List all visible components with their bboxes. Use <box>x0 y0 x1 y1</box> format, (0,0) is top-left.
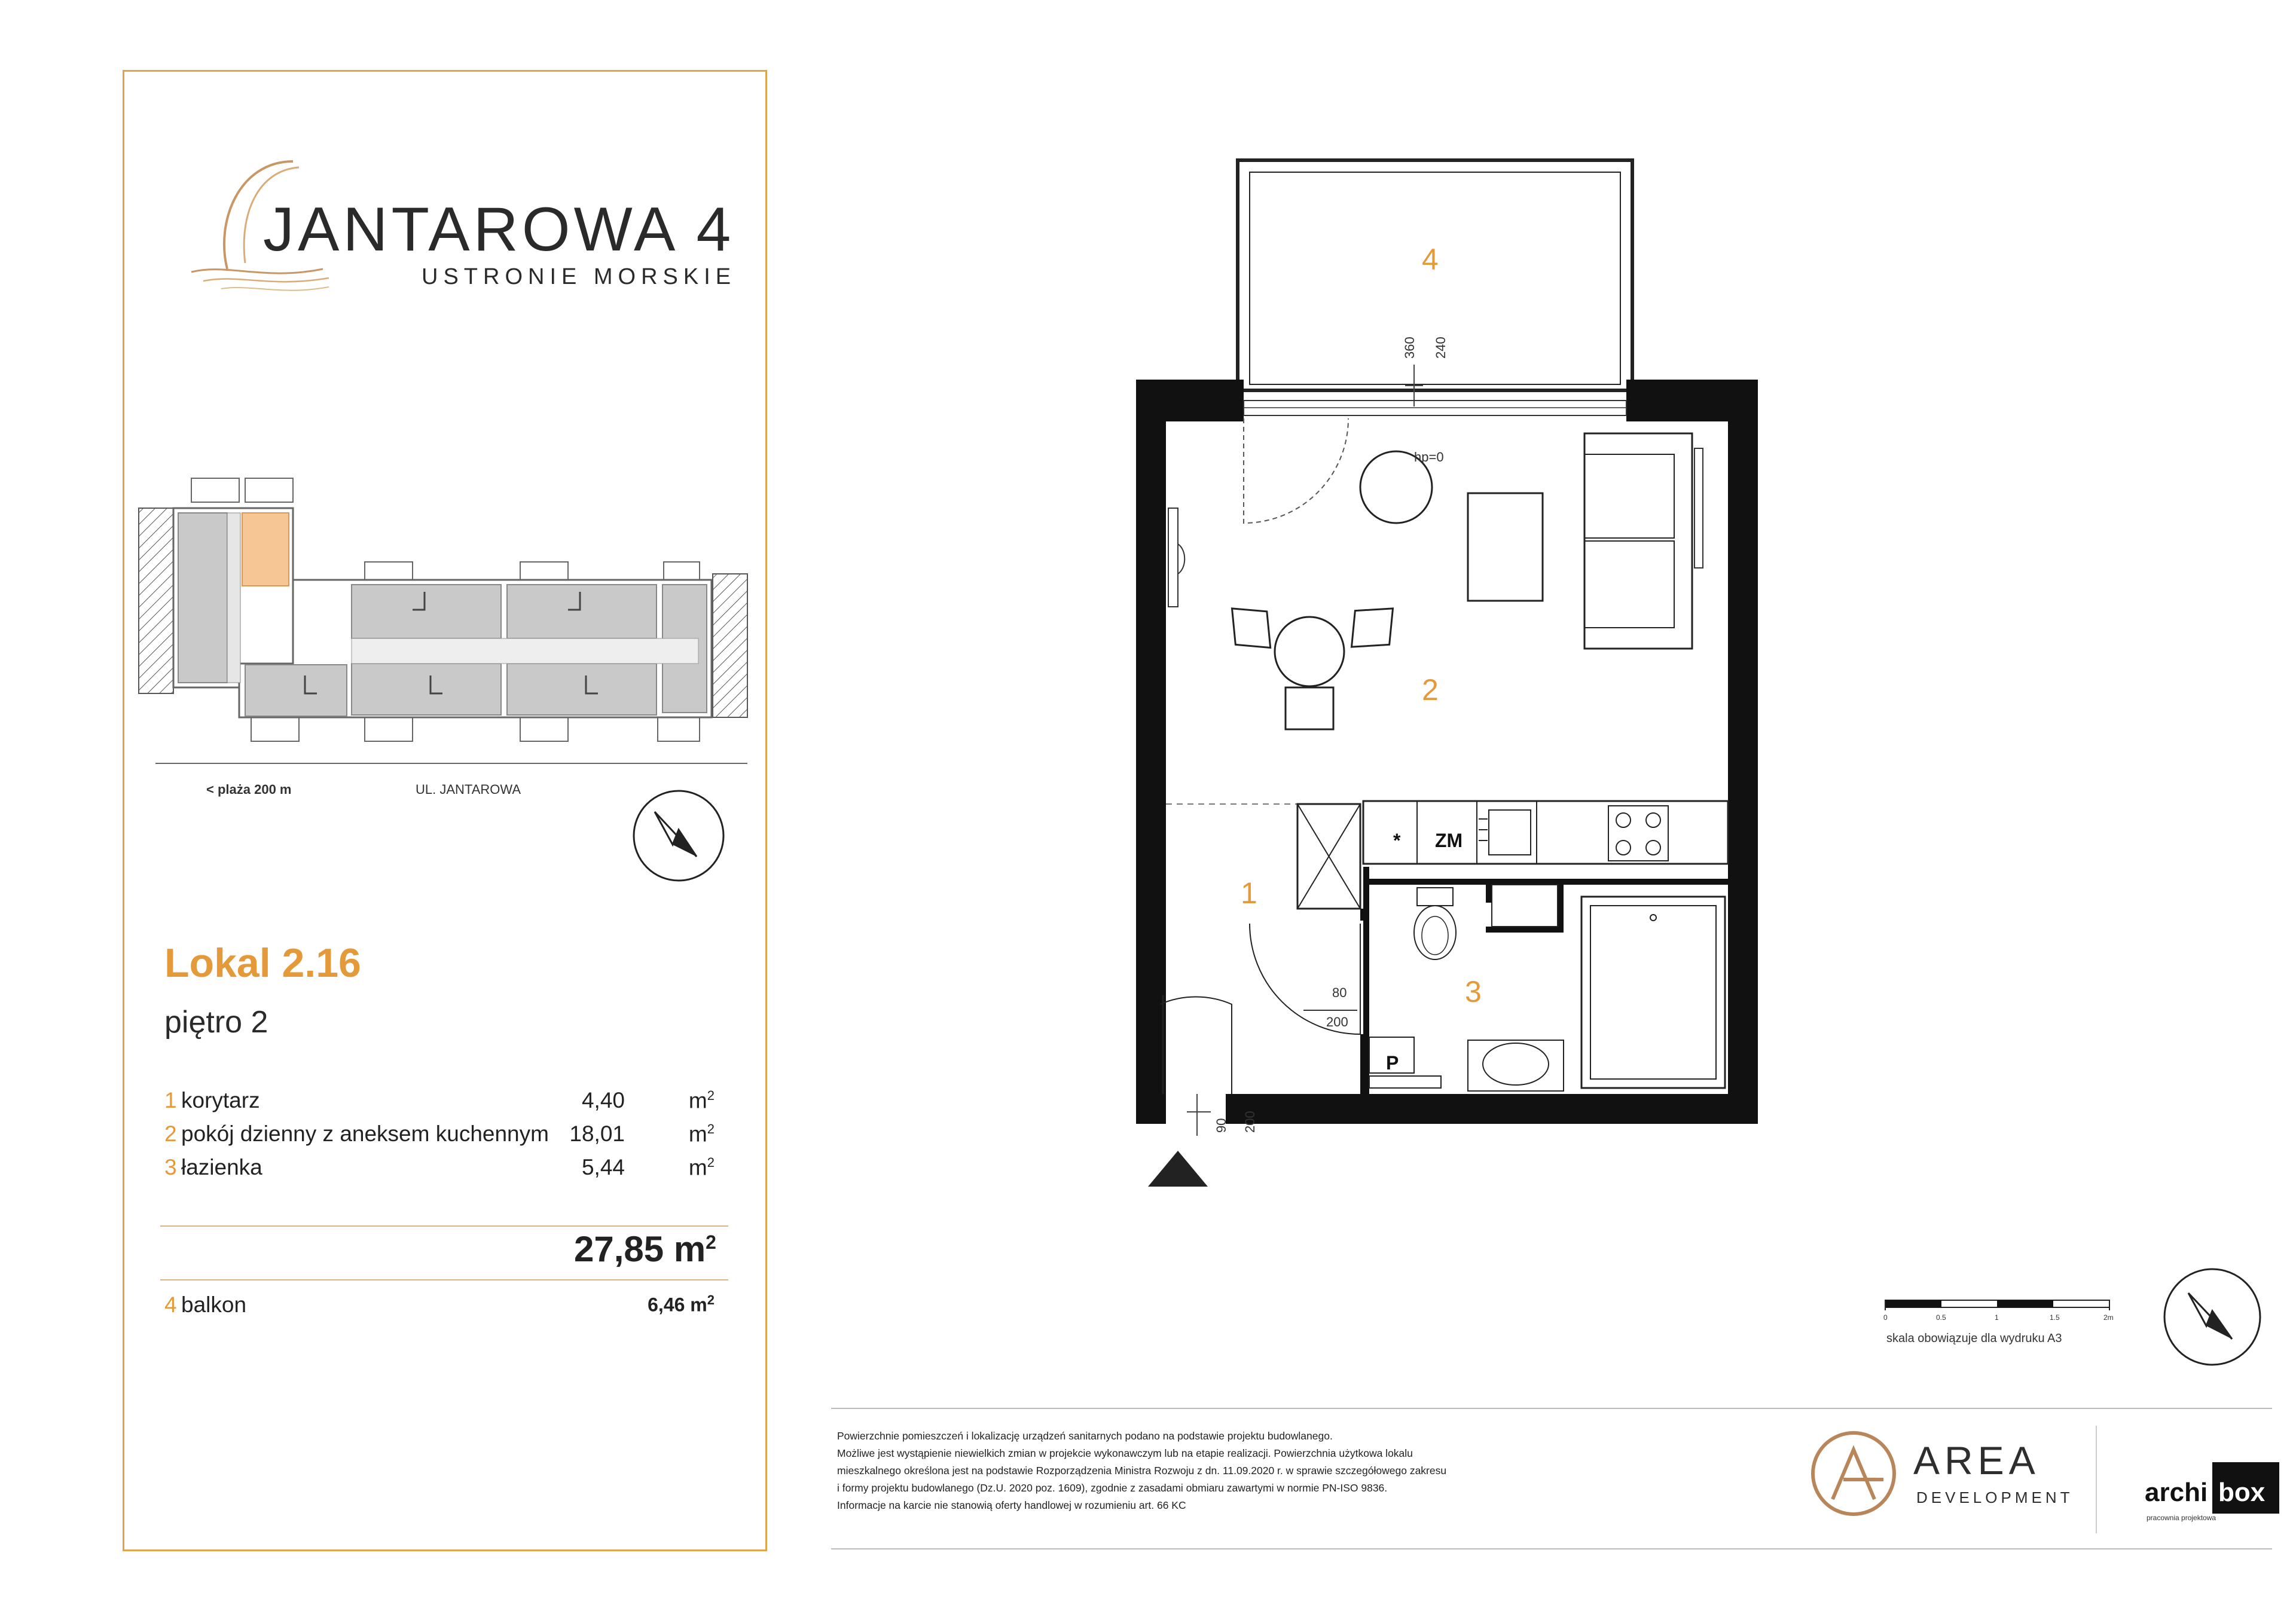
north-arrow-icon <box>631 788 726 884</box>
area-development-logo-icon <box>1809 1429 1898 1518</box>
brand-subtitle: USTRONIE MORSKIE <box>422 264 737 289</box>
beach-distance-label: < plaża 200 m <box>206 782 292 797</box>
room-name: pokój dzienny z aneksem kuchennym <box>181 1121 549 1146</box>
divider <box>160 1279 728 1280</box>
fixture-washer: P <box>1386 1052 1399 1074</box>
unit-title: Lokal 2.16 <box>164 940 361 986</box>
highlighted-unit <box>242 513 289 586</box>
room-area: 5,44 <box>581 1155 625 1179</box>
room-number: 1 <box>164 1088 177 1112</box>
dim-label: 80 <box>1332 985 1347 1000</box>
architect-name-b: box <box>2218 1478 2266 1507</box>
site-plan <box>132 472 753 765</box>
room-row <box>164 1121 732 1153</box>
room-unit: $m^2$ <box>688 1121 715 1147</box>
room-name: korytarz <box>181 1088 260 1112</box>
room-area: 4,40 <box>581 1088 625 1112</box>
room-row <box>164 1155 732 1186</box>
divider <box>2096 1426 2097 1533</box>
dim-label: 240 <box>1433 337 1448 359</box>
architect-name-a: archi <box>2145 1478 2208 1507</box>
threshold-label: hp=0 <box>1414 450 1444 464</box>
balcony-row <box>164 1292 732 1324</box>
divider <box>160 1225 728 1227</box>
fixture-boiler: ZM <box>1435 830 1463 851</box>
scale-tick: 2m <box>2103 1313 2114 1322</box>
scale-tick: 0.5 <box>1936 1313 1946 1322</box>
disclaimer: Powierzchnie pomieszczeń i lokalizację urządzeń sanitarnych podano na podstawie projektu budowlanego. Możliwe jest wystąpienie niewielkich zmian w projekcie wykonawczym lub na etapie realizacji. Powierzchnia użytkowa lokalu mieszkalnego określona jest na podstawie Rozporządzenia Ministra Rozwoju z dn. 11.09.2020 r. w sprawie szczegółowego zakresu i formy projektu budowlanego (Dz.U. 2020 poz. 1609), zgodnie z zasadami obmiaru zawartymi w normie PN-ISO 9836. Informacje na karcie nie stanowią oferty handlowej w rozumieniu art. 66 KC <box>837 1430 1447 1511</box>
floor-label: piętro 2 <box>164 1005 268 1040</box>
room-unit: $m^2$ <box>688 1088 715 1113</box>
total-area: 27,85 $m^2$ <box>574 1229 716 1269</box>
dim-label: 90 <box>1214 1118 1229 1133</box>
room-label-bathroom: 3 <box>1465 975 1482 1008</box>
room-label-balcony: 4 <box>1422 243 1439 276</box>
room-number: 2 <box>164 1121 177 1146</box>
north-arrow-icon <box>2161 1266 2263 1368</box>
balcony-area: 6,46 $m^2$ <box>648 1292 715 1316</box>
room-number: 4 <box>164 1292 177 1317</box>
room-name: balkon <box>181 1292 247 1317</box>
room-number: 3 <box>164 1155 177 1179</box>
fixture-star: * <box>1393 830 1401 851</box>
scale-bar <box>1883 1297 2123 1321</box>
floor-plan <box>1130 155 1782 1208</box>
room-row <box>164 1088 732 1119</box>
dim-label: 360 <box>1402 337 1417 359</box>
scale-note: skala obowiązuje dla wydruku A3 <box>1886 1332 2062 1345</box>
room-unit: $m^2$ <box>688 1155 715 1180</box>
dim-label: 200 <box>1326 1014 1348 1029</box>
developer-sub: DEVELOPMENT <box>1916 1488 2074 1506</box>
brand-title: JANTAROWA 4 <box>263 195 735 264</box>
dim-label: 200 <box>1242 1111 1257 1133</box>
architect-sub: pracownia projektowa <box>2147 1514 2216 1522</box>
developer-name: AREA <box>1913 1438 2040 1483</box>
divider <box>831 1548 2272 1549</box>
scale-tick: 1.5 <box>2050 1313 2060 1322</box>
scale-tick: 1 <box>1995 1313 1999 1322</box>
room-label-living: 2 <box>1422 673 1439 707</box>
room-name: łazienka <box>181 1155 262 1179</box>
divider <box>831 1408 2272 1409</box>
street-label: UL. JANTAROWA <box>416 782 521 797</box>
scale-tick: 0 <box>1883 1313 1888 1322</box>
room-label-corridor: 1 <box>1241 876 1257 910</box>
room-area: 18,01 <box>569 1121 625 1146</box>
